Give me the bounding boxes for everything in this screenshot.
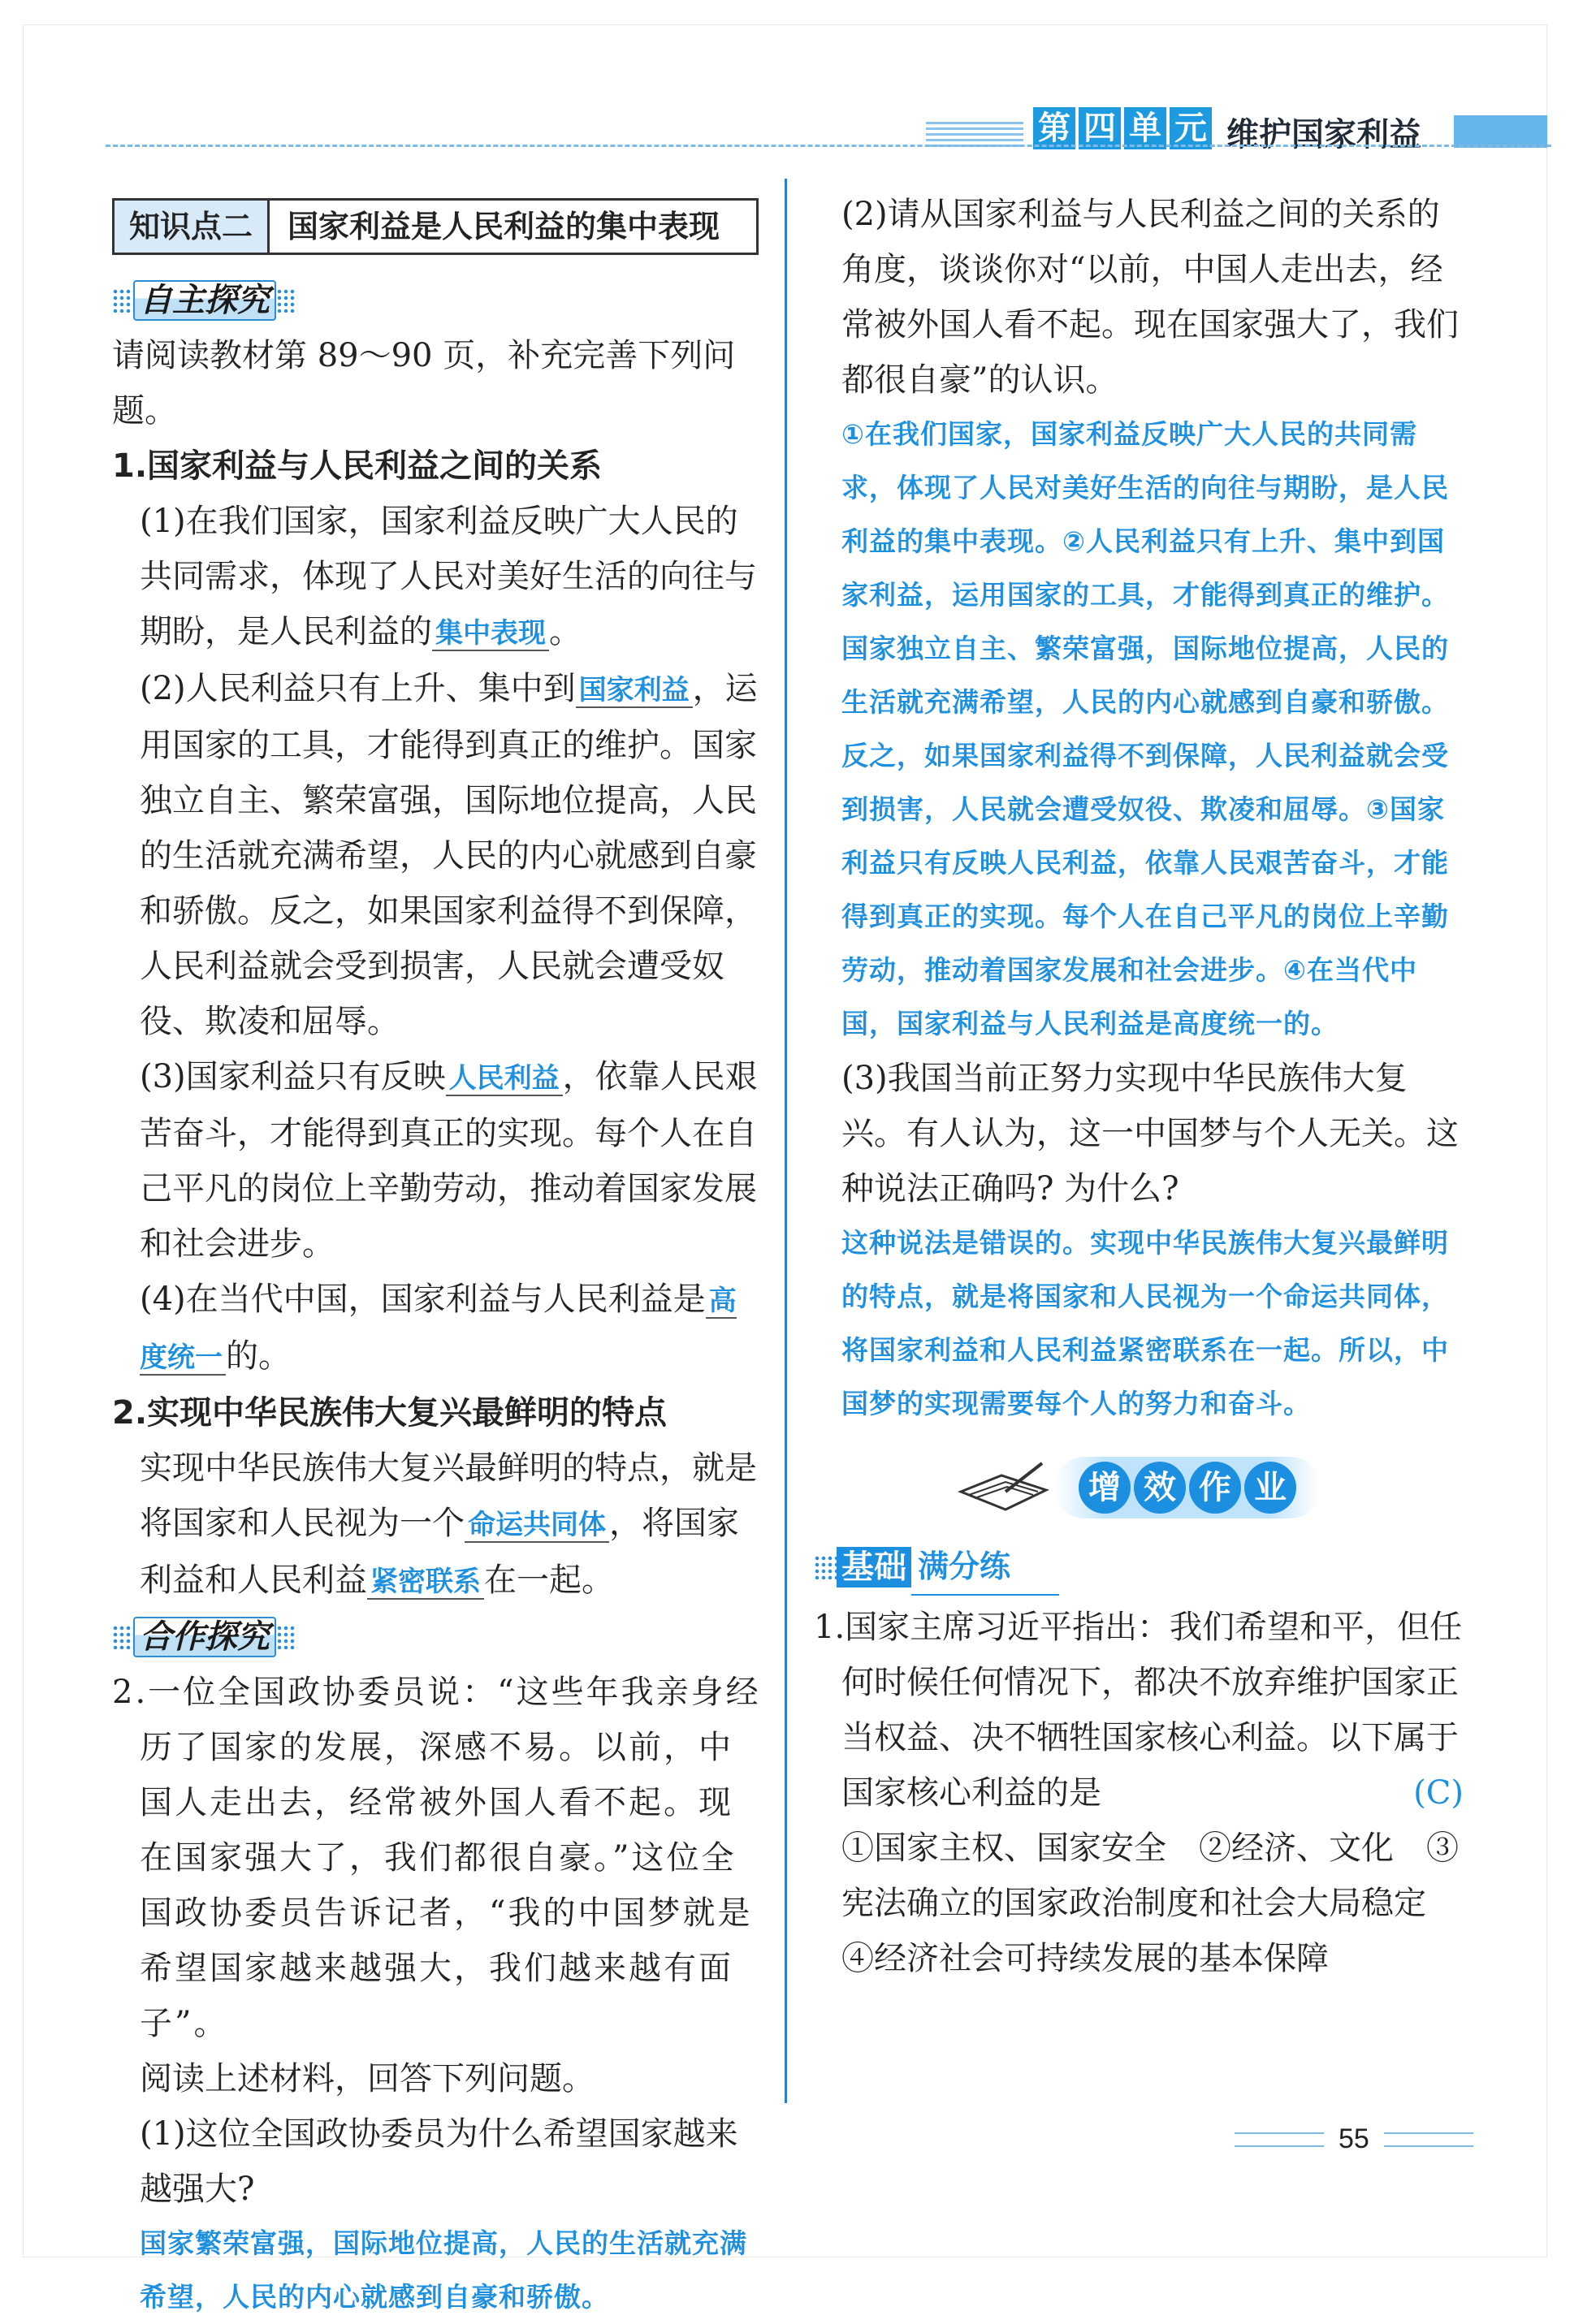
dots-icon (112, 288, 133, 313)
page-footer (1235, 2123, 1473, 2155)
choice-answer: (C) (1413, 1774, 1464, 1812)
page-number: 55 (1339, 2123, 1369, 2154)
fill-answer: 命运共同体 (465, 1509, 609, 1543)
question-title: 1.国家利益与人民利益之间的关系 (112, 447, 603, 485)
basic-practice-tag (814, 1543, 1464, 1592)
column-divider (785, 179, 787, 2103)
section-tag-label: 合作探究 (133, 1617, 276, 1657)
intro-text: 请阅读教材第 89～90 页，补充完善下列问题。 (112, 337, 736, 430)
sub-answer: 这种说法是错误的。实现中华民族伟大复兴最鲜明的特点，就是将国家和人民视为一个命运共同体，将国家利益和人民利益紧密联系在一起。所以，中国梦的实现需要每个人的努力和奋斗。 (841, 1227, 1449, 1419)
left-column (112, 187, 762, 2324)
section-tag (112, 276, 762, 325)
text: 实现中华民族伟大复兴最鲜明的特点，就是将国家和人民视为一个 (140, 1449, 757, 1542)
dots-icon (276, 1625, 297, 1649)
header-divider (106, 145, 1551, 147)
fill-answer: 紧密联系 (367, 1566, 484, 1600)
sub-question: (1)这位全国政协委员为什么希望国家越来越强大? (140, 2115, 738, 2208)
fill-answer: 集中表现 (432, 617, 549, 651)
paragraph (112, 1272, 762, 1385)
knowledge-point-label: 知识点二 (115, 201, 270, 253)
question-title: 2.实现中华民族伟大复兴最鲜明的特点 (112, 1394, 668, 1432)
sub-question: (3)我国当前正努力实现中华民族伟大复兴。有人认为，这一中国梦与个人无关。这种说法正确吗? 为什么? (841, 1060, 1459, 1207)
text: ，运用国家的工具，才能得到真正的维护。国家独立自主、繁荣富强，国际地位提高，人民的生活就充满希望，人民的内心就感到自豪和骄傲。反之，如果国家利益得不到保障，人民利益就会受到损害，人民就会遭受奴役、欺凌和屈辱。 (140, 670, 758, 1040)
homework-title (1054, 1457, 1321, 1518)
sub-answer: ①在我们国家，国家利益反映广大人民的共同需求，体现了人民对美好生活的向往与期盼，是人民利益的集中表现。②人民利益只有上升、集中到国家利益，运用国家的工具，才能得到真正的维护。国家独立自主、繁荣富强，国际地位提高，人民的生活就充满希望，人民的内心就感到自豪和骄傲。反之，如果国家利益得不到保障，人民利益就会受到损害，人民就会遭受奴役、欺凌和屈辱。③国家利益只有反映人民利益，依靠人民艰苦奋斗，才能得到真正的实现。每个人在自己平凡的岗位上辛勤劳动，推动着国家发展和社会进步。④在当代中国，国家利益与人民利益是高度统一的。 (841, 418, 1449, 1039)
homework-char: 增 (1079, 1462, 1131, 1514)
text: ，依靠人民艰苦奋斗，才能得到真正的实现。每个人在自己平凡的岗位上辛勤劳动，推动着国家发展和社会进步。 (140, 1058, 758, 1263)
text: ，将国家利益和人民利益 (140, 1505, 739, 1599)
unit-title: 维护国家利益 (1226, 116, 1421, 153)
basic-label: 满分练 (911, 1539, 1059, 1596)
text: (3)国家利益只有反映 (140, 1058, 446, 1095)
sub-question: (2)请从国家利益与人民利益之间的关系的角度，谈谈你对“以前，中国人走出去，经常被外国人看不起。现在国家强大了，我们都很自豪”的认识。 (841, 196, 1459, 399)
section-tag-label: 自主探究 (133, 280, 276, 321)
unit-char: 单 (1124, 107, 1166, 149)
paragraph (112, 1049, 762, 1272)
section-tag (112, 1613, 762, 1661)
fill-answer: 人民利益 (446, 1062, 563, 1096)
unit-badge (1033, 107, 1212, 149)
read-instruction: 阅读上述材料，回答下列问题。 (140, 2060, 595, 2097)
text: (4)在当代中国，国家利益与人民利益是 (140, 1281, 706, 1318)
text: 的。 (226, 1337, 291, 1375)
choice-question (814, 1600, 1464, 1821)
unit-char: 第 (1033, 107, 1075, 149)
book-pen-icon (957, 1459, 1054, 1516)
homework-char: 业 (1244, 1462, 1296, 1514)
basic-box: 基础 (837, 1547, 911, 1587)
choice-options: ①国家主权、国家安全 ②经济、文化 ③宪法确立的国家政治制度和社会大局稳定 ④经济社会可持续发展的基本保障 (841, 1829, 1459, 1977)
homework-char: 效 (1134, 1462, 1186, 1514)
dots-icon (112, 1625, 133, 1649)
dots-icon (814, 1555, 837, 1579)
dots-icon (276, 288, 297, 313)
knowledge-point-box (112, 198, 759, 255)
right-column (814, 187, 1464, 1986)
text: 。 (549, 613, 582, 650)
paragraph (112, 1441, 762, 1609)
homework-char: 作 (1189, 1462, 1241, 1514)
footer-line (1235, 2132, 1324, 2147)
fill-answer: 国家利益 (576, 674, 693, 708)
paragraph (112, 494, 762, 661)
unit-char: 元 (1170, 107, 1212, 149)
text: (1)在我们国家，国家利益反映广大人民的共同需求，体现了人民对美好生活的向往与期盼，是人民利益的 (140, 503, 757, 650)
homework-banner (814, 1439, 1464, 1536)
footer-line (1384, 2132, 1473, 2147)
text: 1.国家主席习近平指出：我们希望和平，但任何时候任何情况下，都决不放弃维护国家正当权益、决不牺牲国家核心利益。以下属于国家核心利益的是 (814, 1609, 1463, 1812)
fill-answer: 高度统一 (140, 1285, 737, 1374)
text: 在一起。 (484, 1562, 614, 1599)
sub-answer: 国家繁荣富强，国际地位提高，人民的生活就充满希望，人民的内心就感到自豪和骄傲。 (140, 2227, 747, 2313)
unit-char: 四 (1079, 107, 1121, 149)
text: (2)人民利益只有上升、集中到 (140, 670, 576, 707)
paragraph (112, 661, 762, 1049)
header-bar (1454, 115, 1547, 148)
case-material: 2.一位全国政协委员说：“这些年我亲身经历了国家的发展，深感不易。以前，中国人走出去，经常被外国人看不起。现在国家强大了，我们都很自豪。”这位全国政协委员告诉记者，“我的中国梦就是希望国家越来越强大，我们越来越有面子”。 (112, 1674, 761, 2042)
knowledge-point-title: 国家利益是人民利益的集中表现 (288, 209, 720, 244)
